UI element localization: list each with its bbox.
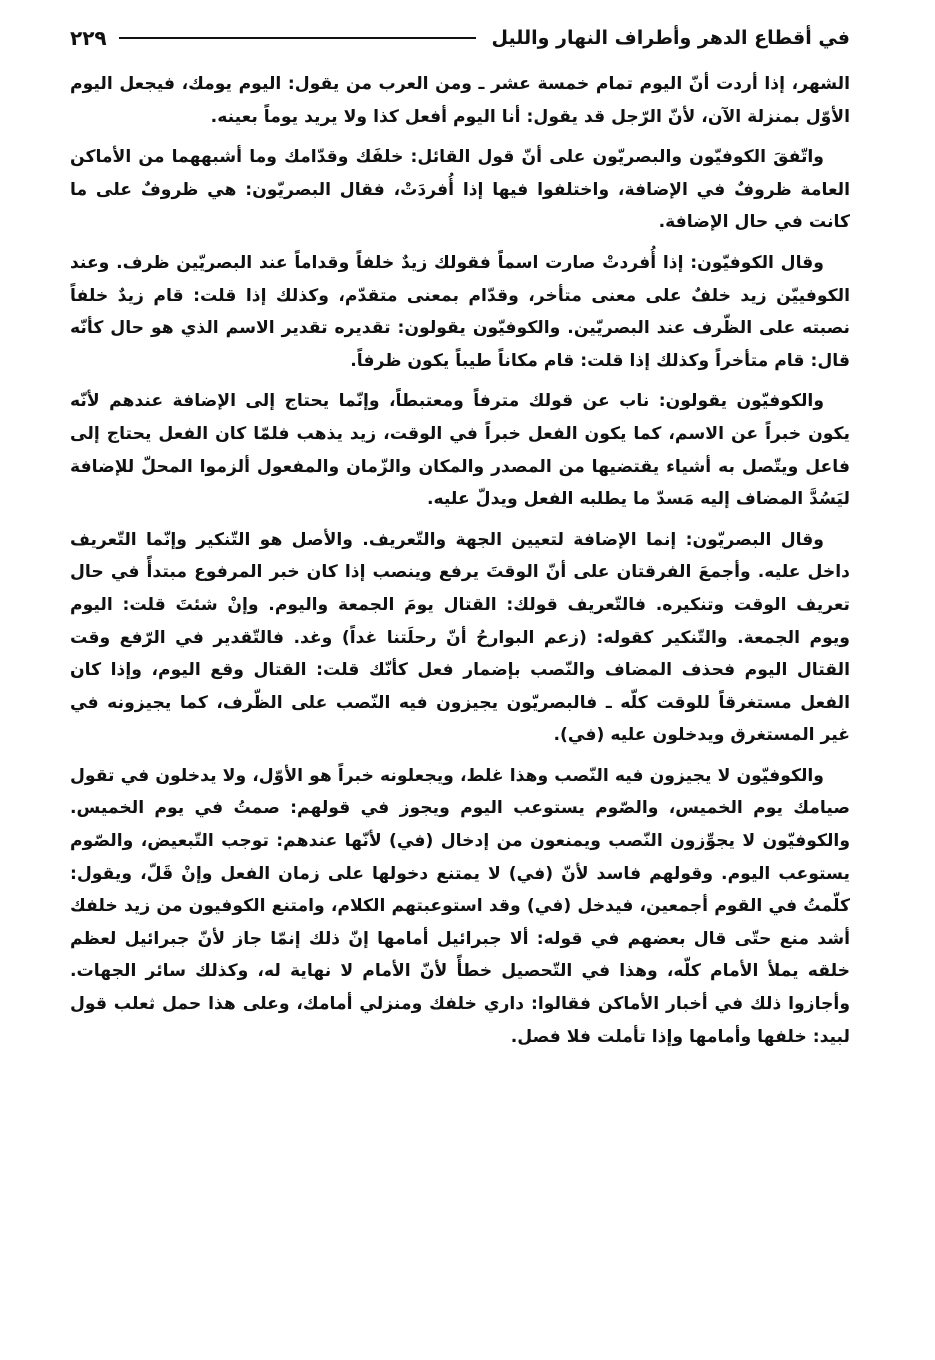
book-page (70, 18, 850, 1338)
running-title: في أقطاع الدهر وأطراف النهار والليل (491, 27, 850, 49)
body-text (70, 68, 850, 1053)
paragraph-2: واتّفقَ الكوفيّون والبصريّون على أنّ قول القائل: خلفَك وقدّامك وما أشبههما من الأماكن العامة ظروفٌ في الإضافة، واختلفوا فيها إذا أُفردَتْ، فقال البصريّون: هي ظروفٌ على ما كانت في حال الإضافة. (70, 147, 850, 233)
paragraph-6: والكوفيّون لا يجيزون فيه النّصب وهذا غلط، ويجعلونه خبراً هو الأوّل، ولا يدخلون في تقول صيامك يوم الخميس، والصّوم يستوعب اليوم ويجوز في قولهم: صمتُ في يوم الخميس. والكوفيّون لا يجوِّزون النّصب ويمنعون من إدخال (في) لأنّها عندهم: توجب التّبعيض، والصّوم يستوعب اليوم. وقولهم فاسد لأنّ (في) لا يمتنع دخولها على زمان الفعل وإنْ قَلّ، ويقول: كلّمتُ في القوم أجمعين، فيدخل (في) وقد استوعبتهم الكلام، وامتنع الكوفيون من زيد خلفك أشد منع حتّى قال بعضهم في قوله: ألا جبرائيل أمامها إنّ ذلك إنمّا جاز لأنّ جبرائيل لعظم خلقه يملأ الأمام كلّه، وهذا في التّحصيل خطأً لأنّ الأمام لا نهاية له، وكذلك سائر الجهات. وأجازوا ذلك في أخبار الأماكن فقالوا: داري خلفك ومنزلي أمامك، وعلى هذا حمل ثعلب قول لبيد: خلفها وأمامها وإذا تأملت فلا فصل. (70, 765, 850, 1047)
header-rule (119, 37, 476, 39)
paragraph-3: وقال الكوفيّون: إذا أُفردتْ صارت اسماً فقولك زيدٌ خلفاً وقداماً عند البصريّين ظرف. وعند الكوفييّن زيد خلفٌ على معنى متأخر، وقدّام بمعنى متقدّم، وكذلك إذا قلت: قام زيدٌ خلفاً نصبته على الظّرف عند البصريّين. والكوفيّون يقولون: تقديره تقدير الاسم الذي هو حال كأنّه قال: قام متأخراً وكذلك إذا قلت: قام مكاناً طيباً يكون ظرفاً. (70, 252, 850, 371)
paragraph-1: الشهر، إذا أردت أنّ اليوم تمام خمسة عشر ـ ومن العرب من يقول: اليوم يومك، فيجعل اليوم الأوّل بمنزلة الآن، لأنّ الرّجل قد يقول: أنا اليوم أفعل كذا ولا يريد يوماً بعينه. (70, 74, 850, 127)
page-number: ٢٢٩ (70, 26, 107, 50)
page-header (70, 18, 850, 58)
paragraph-4: والكوفيّون يقولون: ناب عن قولك مترفاً ومعتبطاً، وإنّما يحتاج إلى الإضافة عندهم لأنّه يكون خبراً عن الاسم، كما يكون الفعل خبراً في الوقت، زيد يذهب فلمّا كان الفعل يحتاج إلى فاعل ويتّصل به أشياء يقتضيها من المصدر والمكان والزّمان والمفعول ألزموا المحلّ للإضافة ليَسُدَّ المضاف إليه مَسدّ ما يطلبه الفعل ويدلّ عليه. (70, 391, 850, 510)
paragraph-5: وقال البصريّون: إنما الإضافة لتعيين الجهة والتّعريف. والأصل هو التّنكير وإنّما التّعريف داخل عليه. وأجمعَ الفرقتان على أنّ الوقتَ يرفع وينصب إذا كان خبر المرفوع مبتدأً في حال تعريف الوقت وتنكيره. فالتّعريف قولك: القتال يومَ الجمعة واليوم. وإنْ شئتَ قلت: اليوم ويوم الجمعة. والتّنكير كقوله: (زعم البوارحُ أنّ رحلَتنا غداً) وغد. فالتّقدير في الرّفع وقت القتال اليوم فحذف المضاف والنّصب بإضمار فعل كأنّك قلت: القتال وقع اليوم، وإذا كان الفعل مستغرقاً للوقت كلّه ـ فالبصريّون يجيزون فيه النّصب على الظّرف، كما يجيزونه في غير المستغرق ويدخلون عليه (في). (70, 529, 850, 746)
